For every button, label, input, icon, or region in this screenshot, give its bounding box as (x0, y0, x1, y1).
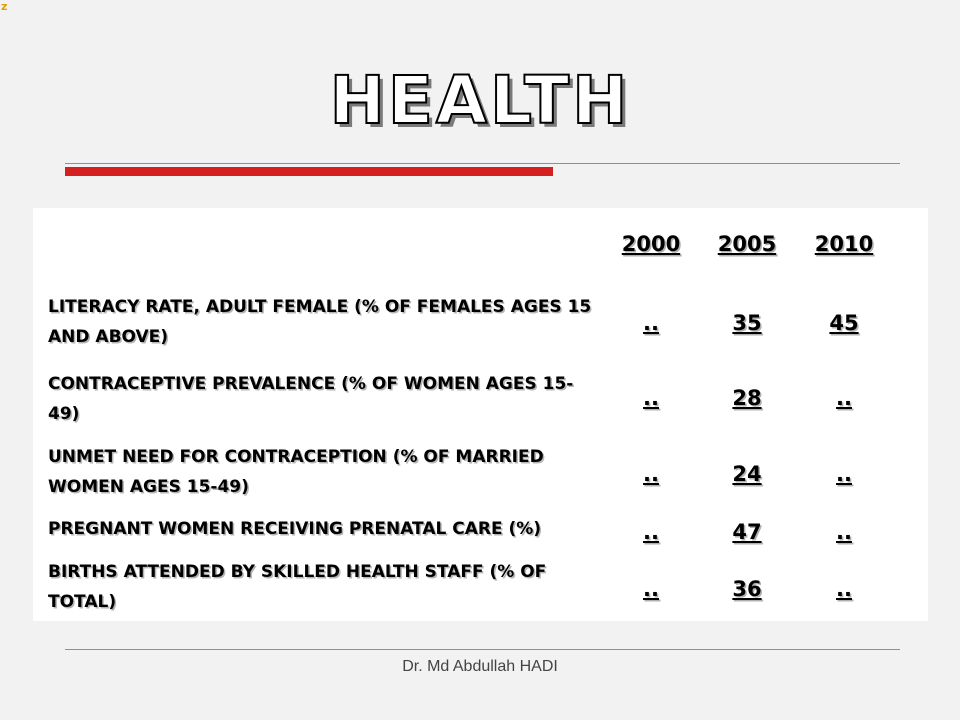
cell-contraceptive-2005: 28 (732, 386, 762, 410)
column-header-2005: 2005 (717, 232, 777, 256)
cell-births-2010: .. (836, 577, 852, 601)
row-label-unmet-need: UNMET NEED FOR CONTRACEPTION (% OF MARRIED WOMEN AGES 15-49) (48, 447, 544, 497)
title-underline-red (65, 167, 553, 176)
footer-author: Dr. Md Abdullah HADI (402, 658, 558, 675)
footer-divider (65, 649, 900, 650)
cell-literacy-2000: .. (643, 311, 659, 335)
row-label-literacy: LITERACY RATE, ADULT FEMALE (% OF FEMALES AGES 15 AND ABOVE) (48, 297, 592, 347)
row-label-births-attended: BIRTHS ATTENDED BY SKILLED HEALTH STAFF (% OF TOTAL) (48, 562, 547, 612)
slide-title: HEALTH (329, 62, 631, 139)
cell-contraceptive-2010: .. (836, 386, 852, 410)
cell-unmet-2010: .. (836, 462, 852, 486)
cell-births-2005: 36 (732, 577, 762, 601)
cell-prenatal-2000: .. (643, 520, 659, 544)
cell-unmet-2000: .. (643, 462, 659, 486)
corner-mark: z (1, 0, 8, 13)
row-label-contraceptive-prevalence: CONTRACEPTIVE PREVALENCE (% OF WOMEN AGES 15-49) (48, 374, 574, 424)
cell-contraceptive-2000: .. (643, 386, 659, 410)
cell-births-2000: .. (643, 577, 659, 601)
cell-prenatal-2005: 47 (732, 520, 762, 544)
cell-literacy-2005: 35 (732, 311, 762, 335)
cell-prenatal-2010: .. (836, 520, 852, 544)
cell-unmet-2005: 24 (732, 462, 762, 486)
title-underline-thin (65, 163, 900, 164)
row-label-prenatal-care: PREGNANT WOMEN RECEIVING PRENATAL CARE (%) (48, 519, 542, 539)
column-header-2000: 2000 (621, 232, 681, 256)
cell-literacy-2010: 45 (829, 311, 859, 335)
column-header-2010: 2010 (814, 232, 874, 256)
